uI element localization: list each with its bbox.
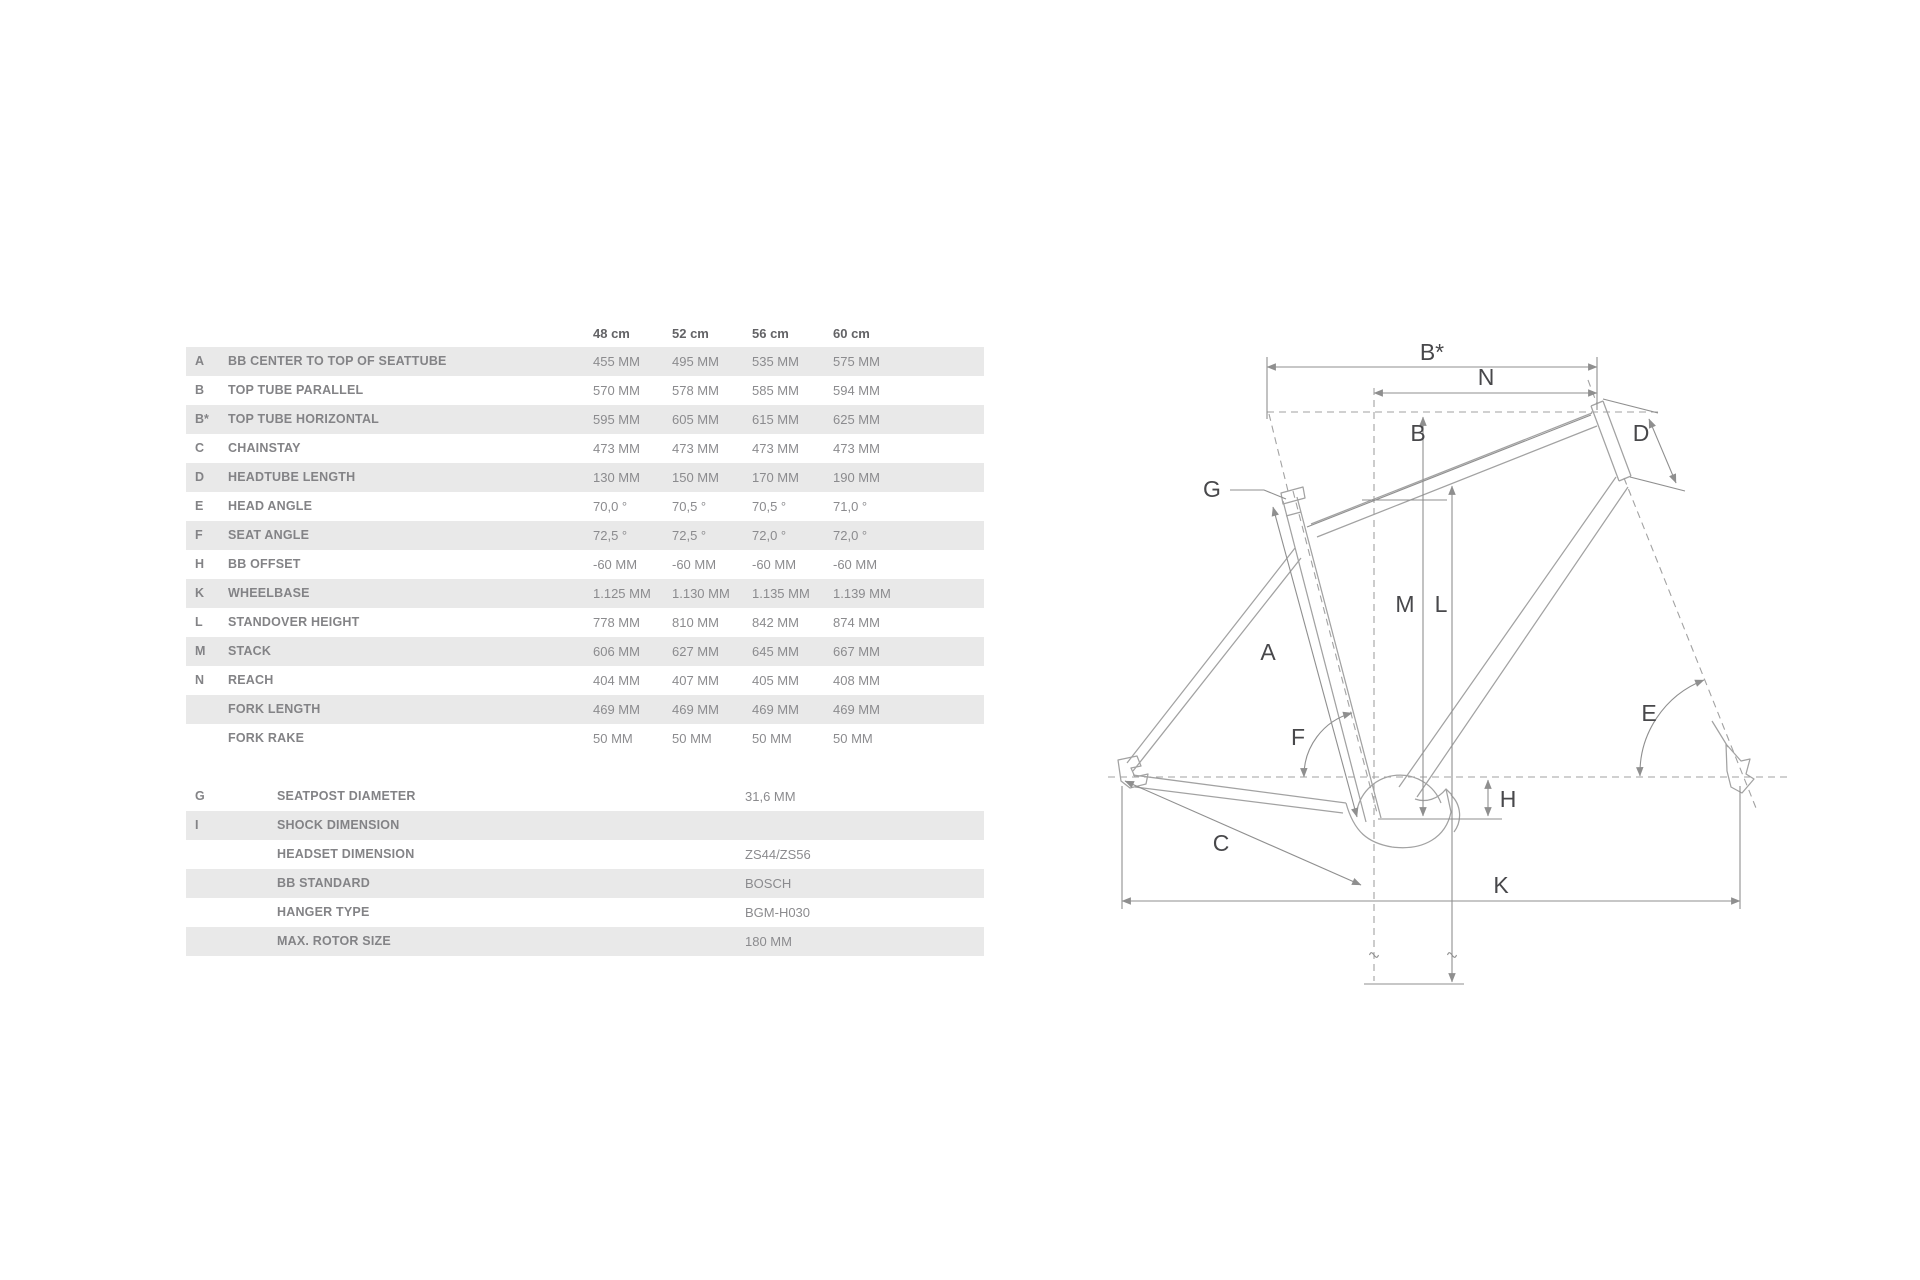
- row-label: BB STANDARD: [277, 876, 370, 890]
- row-value: 594 MM: [833, 383, 880, 398]
- row-value: 473 MM: [752, 441, 799, 456]
- row-label: BB OFFSET: [228, 557, 301, 571]
- dim-head-angle: [1640, 680, 1704, 776]
- table-row: [186, 869, 984, 898]
- row-value: 810 MM: [672, 615, 719, 630]
- row-value: 404 MM: [593, 673, 640, 688]
- label-wheelbase: K: [1493, 872, 1509, 898]
- front-dropout: [1712, 721, 1754, 793]
- size-header: 48 cm: [593, 326, 630, 341]
- table-row: [186, 898, 984, 927]
- row-value: BOSCH: [745, 876, 792, 891]
- row-label: SEATPOST DIAMETER: [277, 789, 416, 803]
- row-value: 575 MM: [833, 354, 880, 369]
- row-value: 627 MM: [672, 644, 719, 659]
- row-value: 455 MM: [593, 354, 640, 369]
- label-head-angle: E: [1641, 700, 1657, 726]
- label-reach: N: [1477, 364, 1495, 390]
- row-value: 50 MM: [833, 731, 873, 746]
- row-value: 578 MM: [672, 383, 719, 398]
- table-row: [186, 782, 984, 811]
- row-letter: D: [195, 470, 205, 484]
- row-label: WHEELBASE: [228, 586, 310, 600]
- row-value: 535 MM: [752, 354, 799, 369]
- dim-top-tube-parallel: [1307, 415, 1591, 527]
- row-label: STACK: [228, 644, 272, 658]
- row-value: 469 MM: [593, 702, 640, 717]
- row-value: 469 MM: [672, 702, 719, 717]
- row-value: 72,0 °: [752, 528, 787, 543]
- row-value: 605 MM: [672, 412, 719, 427]
- geometry-table: [186, 322, 984, 956]
- row-value: 180 MM: [745, 934, 792, 949]
- row-value: 72,0 °: [833, 528, 868, 543]
- row-value: 407 MM: [672, 673, 719, 688]
- row-value: 1.139 MM: [833, 586, 891, 601]
- row-letter: C: [195, 441, 205, 455]
- row-letter: H: [195, 557, 205, 571]
- row-letter: L: [195, 615, 203, 629]
- dim-seattube-length: [1273, 507, 1357, 817]
- frame-drawing: [1118, 401, 1754, 848]
- row-value: 70,5 °: [752, 499, 787, 514]
- down-tube: [1399, 477, 1628, 797]
- row-value: 595 MM: [593, 412, 640, 427]
- frame-geometry-diagram: [1100, 340, 1800, 1010]
- row-label: STANDOVER HEIGHT: [228, 615, 360, 629]
- table-row: [186, 405, 984, 434]
- dimension-lines: [1122, 357, 1740, 984]
- row-label: FORK LENGTH: [228, 702, 321, 716]
- label-bb-offset: H: [1499, 786, 1517, 812]
- row-label: REACH: [228, 673, 274, 687]
- row-label: FORK RAKE: [228, 731, 305, 745]
- table-row: [186, 637, 984, 666]
- row-value: 70,0 °: [593, 499, 628, 514]
- seatpost-leader: [1230, 490, 1286, 499]
- row-letter: M: [195, 644, 206, 658]
- label-seattube: A: [1260, 639, 1276, 665]
- table-row: [186, 724, 984, 753]
- row-value: -60 MM: [593, 557, 638, 572]
- table-row: [186, 811, 984, 840]
- label-headtube-length: D: [1632, 420, 1650, 446]
- row-label: HEADSET DIMENSION: [277, 847, 415, 861]
- row-value: -60 MM: [672, 557, 717, 572]
- row-letter: B: [195, 383, 205, 397]
- row-letter: E: [195, 499, 204, 513]
- row-value: 1.125 MM: [593, 586, 651, 601]
- row-value: 71,0 °: [833, 499, 868, 514]
- row-letter: N: [195, 673, 205, 687]
- row-value: 645 MM: [752, 644, 799, 659]
- row-letter: I: [195, 818, 199, 832]
- row-label: TOP TUBE PARALLEL: [228, 383, 364, 397]
- row-letter: B*: [195, 412, 209, 426]
- row-value: 50 MM: [752, 731, 792, 746]
- size-header-row: [186, 322, 984, 346]
- table-row: [186, 608, 984, 637]
- row-value: 667 MM: [833, 644, 880, 659]
- dim-seat-angle: [1304, 713, 1352, 777]
- row-value: -60 MM: [752, 557, 797, 572]
- row-value: 405 MM: [752, 673, 799, 688]
- table-row: [186, 521, 984, 550]
- table-row: [186, 666, 984, 695]
- diagram-labels: [1203, 340, 1657, 898]
- seatpost-cap: [1281, 487, 1305, 504]
- label-stack: M: [1395, 591, 1415, 617]
- row-value: 31,6 MM: [745, 789, 796, 804]
- row-value: 130 MM: [593, 470, 640, 485]
- table-row: [186, 434, 984, 463]
- row-label: SEAT ANGLE: [228, 528, 310, 542]
- chain-stays: [1133, 775, 1346, 813]
- row-letter: K: [195, 586, 205, 600]
- row-label: MAX. ROTOR SIZE: [277, 934, 391, 948]
- table-row: [186, 695, 984, 724]
- row-label: HEAD ANGLE: [228, 499, 313, 513]
- row-label: HANGER TYPE: [277, 905, 370, 919]
- row-value: 469 MM: [752, 702, 799, 717]
- row-value: 408 MM: [833, 673, 880, 688]
- row-value: 469 MM: [833, 702, 880, 717]
- table-row: [186, 840, 984, 869]
- row-value: 615 MM: [752, 412, 799, 427]
- row-letter: A: [195, 354, 205, 368]
- label-seat-angle: F: [1290, 724, 1306, 750]
- row-value: 778 MM: [593, 615, 640, 630]
- dim-chainstay: [1125, 781, 1361, 885]
- dim-top-tube-horizontal: [1267, 357, 1597, 419]
- table-row: [186, 927, 984, 956]
- dim-standover: [1364, 486, 1464, 984]
- row-value: 874 MM: [833, 615, 880, 630]
- size-header: 52 cm: [672, 326, 709, 341]
- label-top-tube-parallel: B: [1410, 420, 1426, 446]
- row-value: 625 MM: [833, 412, 880, 427]
- row-value: 842 MM: [752, 615, 799, 630]
- geometry-rows: [186, 347, 984, 753]
- row-letter: F: [195, 528, 203, 542]
- row-value: 50 MM: [593, 731, 633, 746]
- label-chainstay: C: [1212, 830, 1230, 856]
- row-value: 473 MM: [672, 441, 719, 456]
- rear-dropout: [1118, 756, 1148, 788]
- row-value: 1.130 MM: [672, 586, 730, 601]
- row-value: 190 MM: [833, 470, 880, 485]
- row-value: 70,5 °: [672, 499, 707, 514]
- row-value: 473 MM: [833, 441, 880, 456]
- table-row: [186, 463, 984, 492]
- size-header: 60 cm: [833, 326, 870, 341]
- table-row: [186, 347, 984, 376]
- label-top-tube-horizontal: B*: [1419, 340, 1445, 365]
- row-letter: G: [195, 789, 205, 803]
- table-row: [186, 492, 984, 521]
- row-label: CHAINSTAY: [228, 441, 301, 455]
- row-label: TOP TUBE HORIZONTAL: [228, 412, 380, 426]
- row-value: 606 MM: [593, 644, 640, 659]
- row-value: 570 MM: [593, 383, 640, 398]
- spec-rows: [186, 782, 984, 956]
- row-value: 72,5 °: [672, 528, 707, 543]
- row-value: 473 MM: [593, 441, 640, 456]
- table-row: [186, 376, 984, 405]
- row-value: BGM-H030: [745, 905, 811, 920]
- row-value: 170 MM: [752, 470, 799, 485]
- label-seatpost: G: [1203, 476, 1221, 502]
- row-label: SHOCK DIMENSION: [277, 818, 400, 832]
- label-standover: L: [1434, 591, 1448, 617]
- row-value: 495 MM: [672, 354, 719, 369]
- top-tube: [1311, 413, 1597, 537]
- row-value: 585 MM: [752, 383, 799, 398]
- row-value: -60 MM: [833, 557, 878, 572]
- row-value: 50 MM: [672, 731, 712, 746]
- row-value: 72,5 °: [593, 528, 628, 543]
- row-label: BB CENTER TO TOP OF SEATTUBE: [228, 354, 447, 368]
- table-row: [186, 579, 984, 608]
- row-value: ZS44/ZS56: [745, 847, 811, 862]
- head-tube: [1591, 401, 1631, 481]
- row-value: 1.135 MM: [752, 586, 810, 601]
- row-label: HEADTUBE LENGTH: [228, 470, 356, 484]
- size-header: 56 cm: [752, 326, 789, 341]
- row-value: 150 MM: [672, 470, 719, 485]
- table-row: [186, 550, 984, 579]
